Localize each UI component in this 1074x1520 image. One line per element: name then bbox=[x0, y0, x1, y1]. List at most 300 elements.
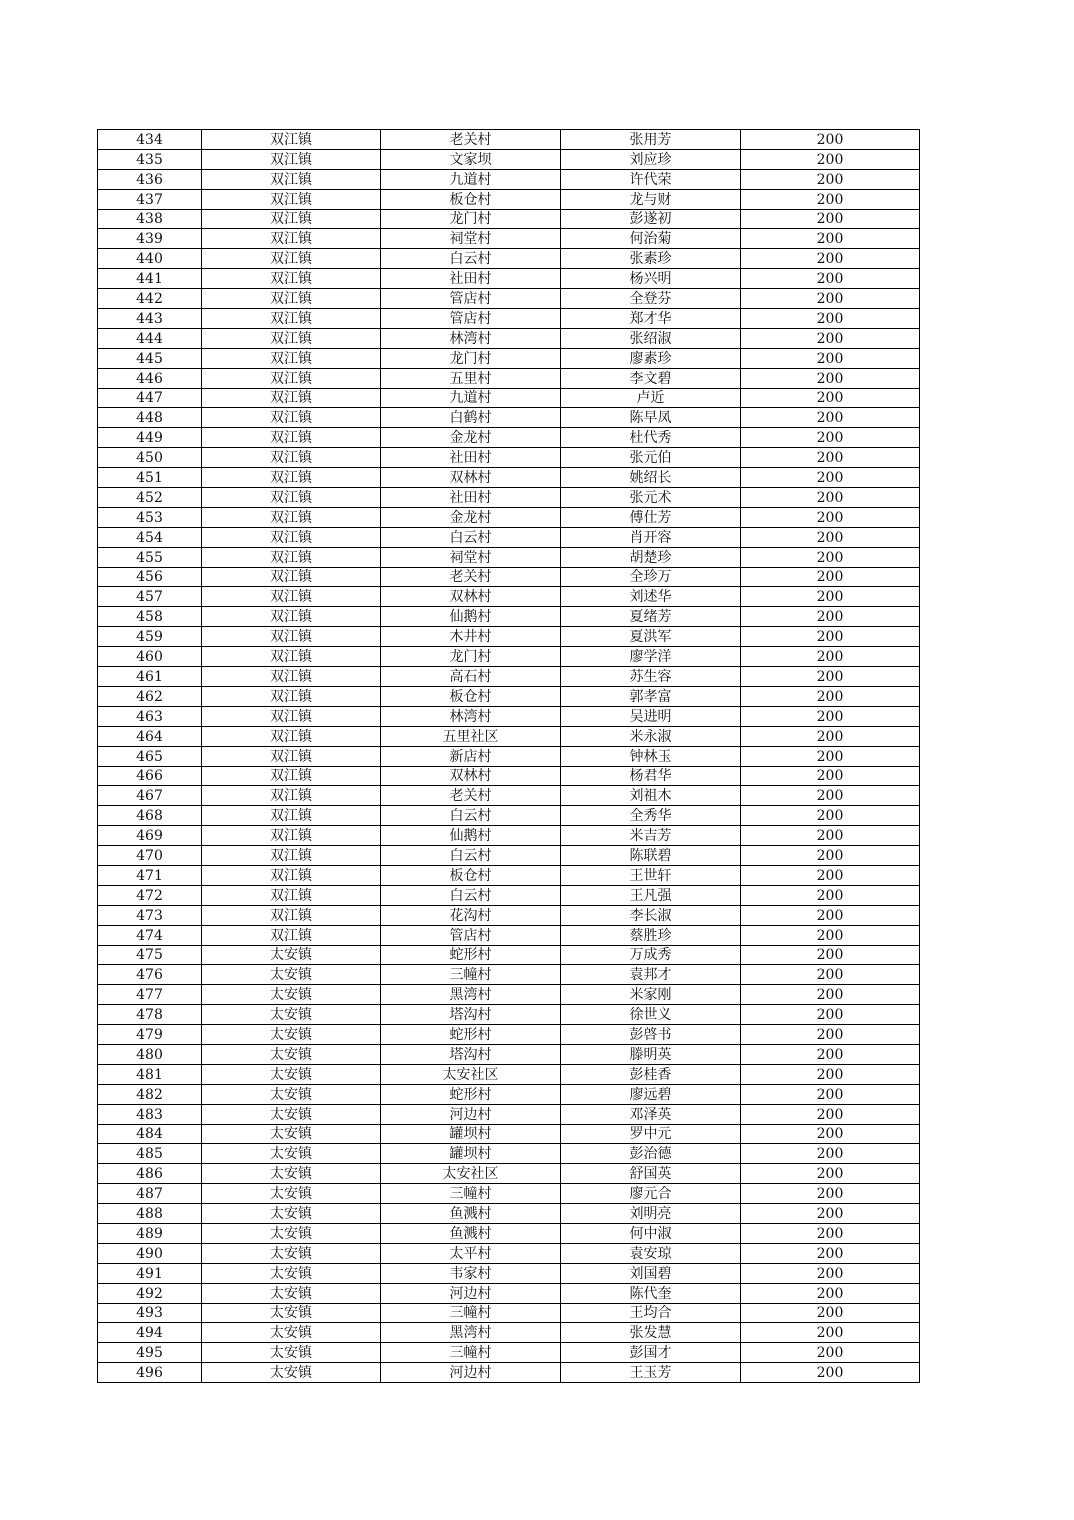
table-row bbox=[98, 1363, 920, 1383]
village-cell: 九道村 bbox=[381, 388, 561, 408]
village-cell: 黑湾村 bbox=[381, 1323, 561, 1343]
town-cell: 太安镇 bbox=[202, 1184, 381, 1204]
village-cell: 板仓村 bbox=[381, 189, 561, 209]
village-cell: 白云村 bbox=[381, 249, 561, 269]
village-cell: 三幢村 bbox=[381, 1343, 561, 1363]
name-cell: 何中淑 bbox=[561, 1223, 741, 1243]
name-cell: 廖学洋 bbox=[561, 647, 741, 667]
row-number-cell: 489 bbox=[98, 1223, 202, 1243]
table-row bbox=[98, 945, 920, 965]
village-cell: 蛇形村 bbox=[381, 1025, 561, 1045]
name-cell: 陈代奎 bbox=[561, 1283, 741, 1303]
village-cell: 双林村 bbox=[381, 766, 561, 786]
village-cell: 龙门村 bbox=[381, 647, 561, 667]
village-cell: 蛇形村 bbox=[381, 1084, 561, 1104]
village-cell: 罐坝村 bbox=[381, 1144, 561, 1164]
row-number-cell: 487 bbox=[98, 1184, 202, 1204]
name-cell: 全珍万 bbox=[561, 567, 741, 587]
name-cell: 蔡胜珍 bbox=[561, 925, 741, 945]
table-row bbox=[98, 368, 920, 388]
table-row bbox=[98, 686, 920, 706]
amount-cell: 200 bbox=[741, 328, 920, 348]
name-cell: 万成秀 bbox=[561, 945, 741, 965]
table-row bbox=[98, 1164, 920, 1184]
town-cell: 双江镇 bbox=[202, 925, 381, 945]
town-cell: 双江镇 bbox=[202, 647, 381, 667]
village-cell: 花沟村 bbox=[381, 905, 561, 925]
name-cell: 米永淑 bbox=[561, 726, 741, 746]
name-cell: 米吉芳 bbox=[561, 826, 741, 846]
amount-cell: 200 bbox=[741, 507, 920, 527]
amount-cell: 200 bbox=[741, 985, 920, 1005]
village-cell: 蛇形村 bbox=[381, 945, 561, 965]
row-number-cell: 463 bbox=[98, 706, 202, 726]
row-number-cell: 440 bbox=[98, 249, 202, 269]
name-cell: 邓泽英 bbox=[561, 1104, 741, 1124]
name-cell: 夏洪军 bbox=[561, 627, 741, 647]
name-cell: 张用芳 bbox=[561, 130, 741, 150]
row-number-cell: 467 bbox=[98, 786, 202, 806]
name-cell: 王玉芳 bbox=[561, 1363, 741, 1383]
amount-cell: 200 bbox=[741, 408, 920, 428]
table-row bbox=[98, 1104, 920, 1124]
village-cell: 管店村 bbox=[381, 925, 561, 945]
town-cell: 双江镇 bbox=[202, 527, 381, 547]
table-row bbox=[98, 527, 920, 547]
row-number-cell: 459 bbox=[98, 627, 202, 647]
amount-cell: 200 bbox=[741, 806, 920, 826]
village-cell: 社田村 bbox=[381, 488, 561, 508]
table-row bbox=[98, 249, 920, 269]
village-cell: 龙门村 bbox=[381, 209, 561, 229]
table-row bbox=[98, 985, 920, 1005]
village-cell: 太平村 bbox=[381, 1243, 561, 1263]
table-row bbox=[98, 448, 920, 468]
table-row bbox=[98, 547, 920, 567]
town-cell: 太安镇 bbox=[202, 1303, 381, 1323]
village-cell: 九道村 bbox=[381, 169, 561, 189]
village-cell: 韦家村 bbox=[381, 1263, 561, 1283]
amount-cell: 200 bbox=[741, 945, 920, 965]
name-cell: 钟林玉 bbox=[561, 746, 741, 766]
amount-cell: 200 bbox=[741, 1104, 920, 1124]
town-cell: 双江镇 bbox=[202, 448, 381, 468]
table-row bbox=[98, 1303, 920, 1323]
table-row bbox=[98, 587, 920, 607]
amount-cell: 200 bbox=[741, 1303, 920, 1323]
row-number-cell: 450 bbox=[98, 448, 202, 468]
village-cell: 高石村 bbox=[381, 667, 561, 687]
town-cell: 双江镇 bbox=[202, 507, 381, 527]
village-cell: 老关村 bbox=[381, 786, 561, 806]
name-cell: 郑才华 bbox=[561, 309, 741, 329]
name-cell: 张发慧 bbox=[561, 1323, 741, 1343]
amount-cell: 200 bbox=[741, 289, 920, 309]
amount-cell: 200 bbox=[741, 1363, 920, 1383]
table-row bbox=[98, 1124, 920, 1144]
amount-cell: 200 bbox=[741, 468, 920, 488]
row-number-cell: 495 bbox=[98, 1343, 202, 1363]
town-cell: 太安镇 bbox=[202, 1263, 381, 1283]
amount-cell: 200 bbox=[741, 547, 920, 567]
village-cell: 河边村 bbox=[381, 1104, 561, 1124]
row-number-cell: 496 bbox=[98, 1363, 202, 1383]
amount-cell: 200 bbox=[741, 905, 920, 925]
row-number-cell: 477 bbox=[98, 985, 202, 1005]
town-cell: 太安镇 bbox=[202, 1283, 381, 1303]
town-cell: 双江镇 bbox=[202, 786, 381, 806]
table-row bbox=[98, 1025, 920, 1045]
village-cell: 三幢村 bbox=[381, 1184, 561, 1204]
village-cell: 老关村 bbox=[381, 567, 561, 587]
amount-cell: 200 bbox=[741, 885, 920, 905]
table-row bbox=[98, 488, 920, 508]
town-cell: 双江镇 bbox=[202, 169, 381, 189]
town-cell: 太安镇 bbox=[202, 985, 381, 1005]
name-cell: 全登芬 bbox=[561, 289, 741, 309]
amount-cell: 200 bbox=[741, 1263, 920, 1283]
row-number-cell: 449 bbox=[98, 428, 202, 448]
row-number-cell: 490 bbox=[98, 1243, 202, 1263]
amount-cell: 200 bbox=[741, 1204, 920, 1224]
table-row bbox=[98, 567, 920, 587]
table-row bbox=[98, 1204, 920, 1224]
town-cell: 双江镇 bbox=[202, 587, 381, 607]
table-row bbox=[98, 388, 920, 408]
table-row bbox=[98, 1064, 920, 1084]
amount-cell: 200 bbox=[741, 1044, 920, 1064]
amount-cell: 200 bbox=[741, 1064, 920, 1084]
town-cell: 太安镇 bbox=[202, 1223, 381, 1243]
town-cell: 太安镇 bbox=[202, 1025, 381, 1045]
town-cell: 双江镇 bbox=[202, 309, 381, 329]
village-cell: 三幢村 bbox=[381, 965, 561, 985]
name-cell: 夏绪芳 bbox=[561, 607, 741, 627]
amount-cell: 200 bbox=[741, 647, 920, 667]
row-number-cell: 483 bbox=[98, 1104, 202, 1124]
amount-cell: 200 bbox=[741, 826, 920, 846]
village-cell: 社田村 bbox=[381, 269, 561, 289]
town-cell: 双江镇 bbox=[202, 826, 381, 846]
table-row bbox=[98, 428, 920, 448]
row-number-cell: 452 bbox=[98, 488, 202, 508]
row-number-cell: 480 bbox=[98, 1044, 202, 1064]
village-cell: 文家坝 bbox=[381, 149, 561, 169]
table-row bbox=[98, 746, 920, 766]
table-row bbox=[98, 726, 920, 746]
name-cell: 袁安琼 bbox=[561, 1243, 741, 1263]
row-number-cell: 444 bbox=[98, 328, 202, 348]
town-cell: 双江镇 bbox=[202, 269, 381, 289]
village-cell: 鱼溅村 bbox=[381, 1223, 561, 1243]
town-cell: 双江镇 bbox=[202, 846, 381, 866]
name-cell: 徐世义 bbox=[561, 1005, 741, 1025]
village-cell: 社田村 bbox=[381, 448, 561, 468]
amount-cell: 200 bbox=[741, 567, 920, 587]
row-number-cell: 445 bbox=[98, 348, 202, 368]
row-number-cell: 442 bbox=[98, 289, 202, 309]
table-row bbox=[98, 627, 920, 647]
table-row bbox=[98, 507, 920, 527]
village-cell: 太安社区 bbox=[381, 1064, 561, 1084]
town-cell: 双江镇 bbox=[202, 547, 381, 567]
table-row bbox=[98, 130, 920, 150]
amount-cell: 200 bbox=[741, 865, 920, 885]
row-number-cell: 451 bbox=[98, 468, 202, 488]
amount-cell: 200 bbox=[741, 1084, 920, 1104]
amount-cell: 200 bbox=[741, 1343, 920, 1363]
amount-cell: 200 bbox=[741, 130, 920, 150]
village-cell: 新店村 bbox=[381, 746, 561, 766]
row-number-cell: 479 bbox=[98, 1025, 202, 1045]
village-cell: 金龙村 bbox=[381, 428, 561, 448]
village-cell: 林湾村 bbox=[381, 706, 561, 726]
name-cell: 张元术 bbox=[561, 488, 741, 508]
town-cell: 双江镇 bbox=[202, 348, 381, 368]
name-cell: 张素珍 bbox=[561, 249, 741, 269]
table-row bbox=[98, 1223, 920, 1243]
village-cell: 太安社区 bbox=[381, 1164, 561, 1184]
table-row bbox=[98, 189, 920, 209]
town-cell: 双江镇 bbox=[202, 428, 381, 448]
amount-cell: 200 bbox=[741, 1164, 920, 1184]
name-cell: 杜代秀 bbox=[561, 428, 741, 448]
row-number-cell: 473 bbox=[98, 905, 202, 925]
amount-cell: 200 bbox=[741, 428, 920, 448]
table-row bbox=[98, 647, 920, 667]
name-cell: 龙与财 bbox=[561, 189, 741, 209]
village-cell: 罐坝村 bbox=[381, 1124, 561, 1144]
name-cell: 王均合 bbox=[561, 1303, 741, 1323]
amount-cell: 200 bbox=[741, 1005, 920, 1025]
row-number-cell: 438 bbox=[98, 209, 202, 229]
name-cell: 姚绍长 bbox=[561, 468, 741, 488]
amount-cell: 200 bbox=[741, 965, 920, 985]
town-cell: 双江镇 bbox=[202, 627, 381, 647]
village-cell: 五里村 bbox=[381, 368, 561, 388]
amount-cell: 200 bbox=[741, 1243, 920, 1263]
town-cell: 双江镇 bbox=[202, 865, 381, 885]
amount-cell: 200 bbox=[741, 249, 920, 269]
village-cell: 金龙村 bbox=[381, 507, 561, 527]
row-number-cell: 439 bbox=[98, 229, 202, 249]
table-row bbox=[98, 149, 920, 169]
town-cell: 双江镇 bbox=[202, 706, 381, 726]
amount-cell: 200 bbox=[741, 388, 920, 408]
town-cell: 双江镇 bbox=[202, 468, 381, 488]
village-cell: 白云村 bbox=[381, 527, 561, 547]
town-cell: 双江镇 bbox=[202, 746, 381, 766]
amount-cell: 200 bbox=[741, 1184, 920, 1204]
name-cell: 陈早凤 bbox=[561, 408, 741, 428]
row-number-cell: 472 bbox=[98, 885, 202, 905]
table-row bbox=[98, 885, 920, 905]
table-row bbox=[98, 468, 920, 488]
village-cell: 仙鹅村 bbox=[381, 607, 561, 627]
town-cell: 双江镇 bbox=[202, 209, 381, 229]
row-number-cell: 461 bbox=[98, 667, 202, 687]
row-number-cell: 478 bbox=[98, 1005, 202, 1025]
row-number-cell: 474 bbox=[98, 925, 202, 945]
amount-cell: 200 bbox=[741, 726, 920, 746]
row-number-cell: 447 bbox=[98, 388, 202, 408]
village-cell: 白云村 bbox=[381, 885, 561, 905]
name-cell: 胡楚珍 bbox=[561, 547, 741, 567]
table-row bbox=[98, 1243, 920, 1263]
table-row bbox=[98, 865, 920, 885]
town-cell: 太安镇 bbox=[202, 1044, 381, 1064]
name-cell: 彭桂香 bbox=[561, 1064, 741, 1084]
village-cell: 河边村 bbox=[381, 1283, 561, 1303]
row-number-cell: 460 bbox=[98, 647, 202, 667]
name-cell: 吴进明 bbox=[561, 706, 741, 726]
row-number-cell: 486 bbox=[98, 1164, 202, 1184]
village-cell: 白云村 bbox=[381, 846, 561, 866]
table-row bbox=[98, 209, 920, 229]
amount-cell: 200 bbox=[741, 686, 920, 706]
row-number-cell: 492 bbox=[98, 1283, 202, 1303]
name-cell: 袁邦才 bbox=[561, 965, 741, 985]
amount-cell: 200 bbox=[741, 706, 920, 726]
amount-cell: 200 bbox=[741, 766, 920, 786]
row-number-cell: 471 bbox=[98, 865, 202, 885]
table-row bbox=[98, 1005, 920, 1025]
row-number-cell: 454 bbox=[98, 527, 202, 547]
table-row bbox=[98, 806, 920, 826]
row-number-cell: 482 bbox=[98, 1084, 202, 1104]
name-cell: 傅仕芳 bbox=[561, 507, 741, 527]
village-cell: 双林村 bbox=[381, 587, 561, 607]
row-number-cell: 484 bbox=[98, 1124, 202, 1144]
name-cell: 李文碧 bbox=[561, 368, 741, 388]
name-cell: 郭孝富 bbox=[561, 686, 741, 706]
name-cell: 舒国英 bbox=[561, 1164, 741, 1184]
village-cell: 老关村 bbox=[381, 130, 561, 150]
town-cell: 双江镇 bbox=[202, 488, 381, 508]
table-row bbox=[98, 1144, 920, 1164]
village-cell: 板仓村 bbox=[381, 865, 561, 885]
table-row bbox=[98, 786, 920, 806]
name-cell: 刘国碧 bbox=[561, 1263, 741, 1283]
table-row bbox=[98, 408, 920, 428]
row-number-cell: 470 bbox=[98, 846, 202, 866]
row-number-cell: 468 bbox=[98, 806, 202, 826]
town-cell: 双江镇 bbox=[202, 229, 381, 249]
amount-cell: 200 bbox=[741, 846, 920, 866]
table-row bbox=[98, 905, 920, 925]
table-row bbox=[98, 1263, 920, 1283]
amount-cell: 200 bbox=[741, 1323, 920, 1343]
row-number-cell: 458 bbox=[98, 607, 202, 627]
town-cell: 太安镇 bbox=[202, 1084, 381, 1104]
name-cell: 许代荣 bbox=[561, 169, 741, 189]
name-cell: 彭遂初 bbox=[561, 209, 741, 229]
table-row bbox=[98, 965, 920, 985]
table-row bbox=[98, 229, 920, 249]
town-cell: 双江镇 bbox=[202, 885, 381, 905]
name-cell: 苏生容 bbox=[561, 667, 741, 687]
table-row bbox=[98, 1323, 920, 1343]
table-row bbox=[98, 348, 920, 368]
name-cell: 刘应珍 bbox=[561, 149, 741, 169]
table-row bbox=[98, 846, 920, 866]
town-cell: 太安镇 bbox=[202, 1204, 381, 1224]
village-cell: 塔沟村 bbox=[381, 1005, 561, 1025]
row-number-cell: 443 bbox=[98, 309, 202, 329]
name-cell: 王凡强 bbox=[561, 885, 741, 905]
row-number-cell: 441 bbox=[98, 269, 202, 289]
town-cell: 双江镇 bbox=[202, 130, 381, 150]
table-row bbox=[98, 826, 920, 846]
name-cell: 李长淑 bbox=[561, 905, 741, 925]
table-row bbox=[98, 1343, 920, 1363]
name-cell: 彭啓书 bbox=[561, 1025, 741, 1045]
row-number-cell: 491 bbox=[98, 1263, 202, 1283]
town-cell: 双江镇 bbox=[202, 905, 381, 925]
amount-cell: 200 bbox=[741, 587, 920, 607]
village-cell: 仙鹅村 bbox=[381, 826, 561, 846]
name-cell: 刘祖木 bbox=[561, 786, 741, 806]
village-cell: 祠堂村 bbox=[381, 547, 561, 567]
town-cell: 太安镇 bbox=[202, 1005, 381, 1025]
amount-cell: 200 bbox=[741, 527, 920, 547]
name-cell: 彭国才 bbox=[561, 1343, 741, 1363]
name-cell: 肖开容 bbox=[561, 527, 741, 547]
town-cell: 太安镇 bbox=[202, 1343, 381, 1363]
town-cell: 双江镇 bbox=[202, 249, 381, 269]
town-cell: 双江镇 bbox=[202, 408, 381, 428]
table-row bbox=[98, 1044, 920, 1064]
row-number-cell: 434 bbox=[98, 130, 202, 150]
table-row bbox=[98, 289, 920, 309]
name-cell: 卢近 bbox=[561, 388, 741, 408]
name-cell: 全秀华 bbox=[561, 806, 741, 826]
town-cell: 太安镇 bbox=[202, 1064, 381, 1084]
amount-cell: 200 bbox=[741, 607, 920, 627]
town-cell: 双江镇 bbox=[202, 607, 381, 627]
row-number-cell: 456 bbox=[98, 567, 202, 587]
table-row bbox=[98, 1283, 920, 1303]
town-cell: 双江镇 bbox=[202, 766, 381, 786]
amount-cell: 200 bbox=[741, 627, 920, 647]
name-cell: 何治菊 bbox=[561, 229, 741, 249]
village-cell: 木井村 bbox=[381, 627, 561, 647]
village-cell: 板仓村 bbox=[381, 686, 561, 706]
table-row bbox=[98, 607, 920, 627]
amount-cell: 200 bbox=[741, 1025, 920, 1045]
row-number-cell: 488 bbox=[98, 1204, 202, 1224]
table-row bbox=[98, 309, 920, 329]
row-number-cell: 481 bbox=[98, 1064, 202, 1084]
town-cell: 太安镇 bbox=[202, 965, 381, 985]
row-number-cell: 446 bbox=[98, 368, 202, 388]
row-number-cell: 466 bbox=[98, 766, 202, 786]
row-number-cell: 435 bbox=[98, 149, 202, 169]
table-row bbox=[98, 925, 920, 945]
town-cell: 太安镇 bbox=[202, 1164, 381, 1184]
town-cell: 太安镇 bbox=[202, 1104, 381, 1124]
name-cell: 杨君华 bbox=[561, 766, 741, 786]
table-row bbox=[98, 1084, 920, 1104]
amount-cell: 200 bbox=[741, 925, 920, 945]
village-cell: 鱼溅村 bbox=[381, 1204, 561, 1224]
table-row bbox=[98, 706, 920, 726]
town-cell: 双江镇 bbox=[202, 328, 381, 348]
village-cell: 白鹤村 bbox=[381, 408, 561, 428]
row-number-cell: 448 bbox=[98, 408, 202, 428]
name-cell: 张绍淑 bbox=[561, 328, 741, 348]
town-cell: 双江镇 bbox=[202, 149, 381, 169]
